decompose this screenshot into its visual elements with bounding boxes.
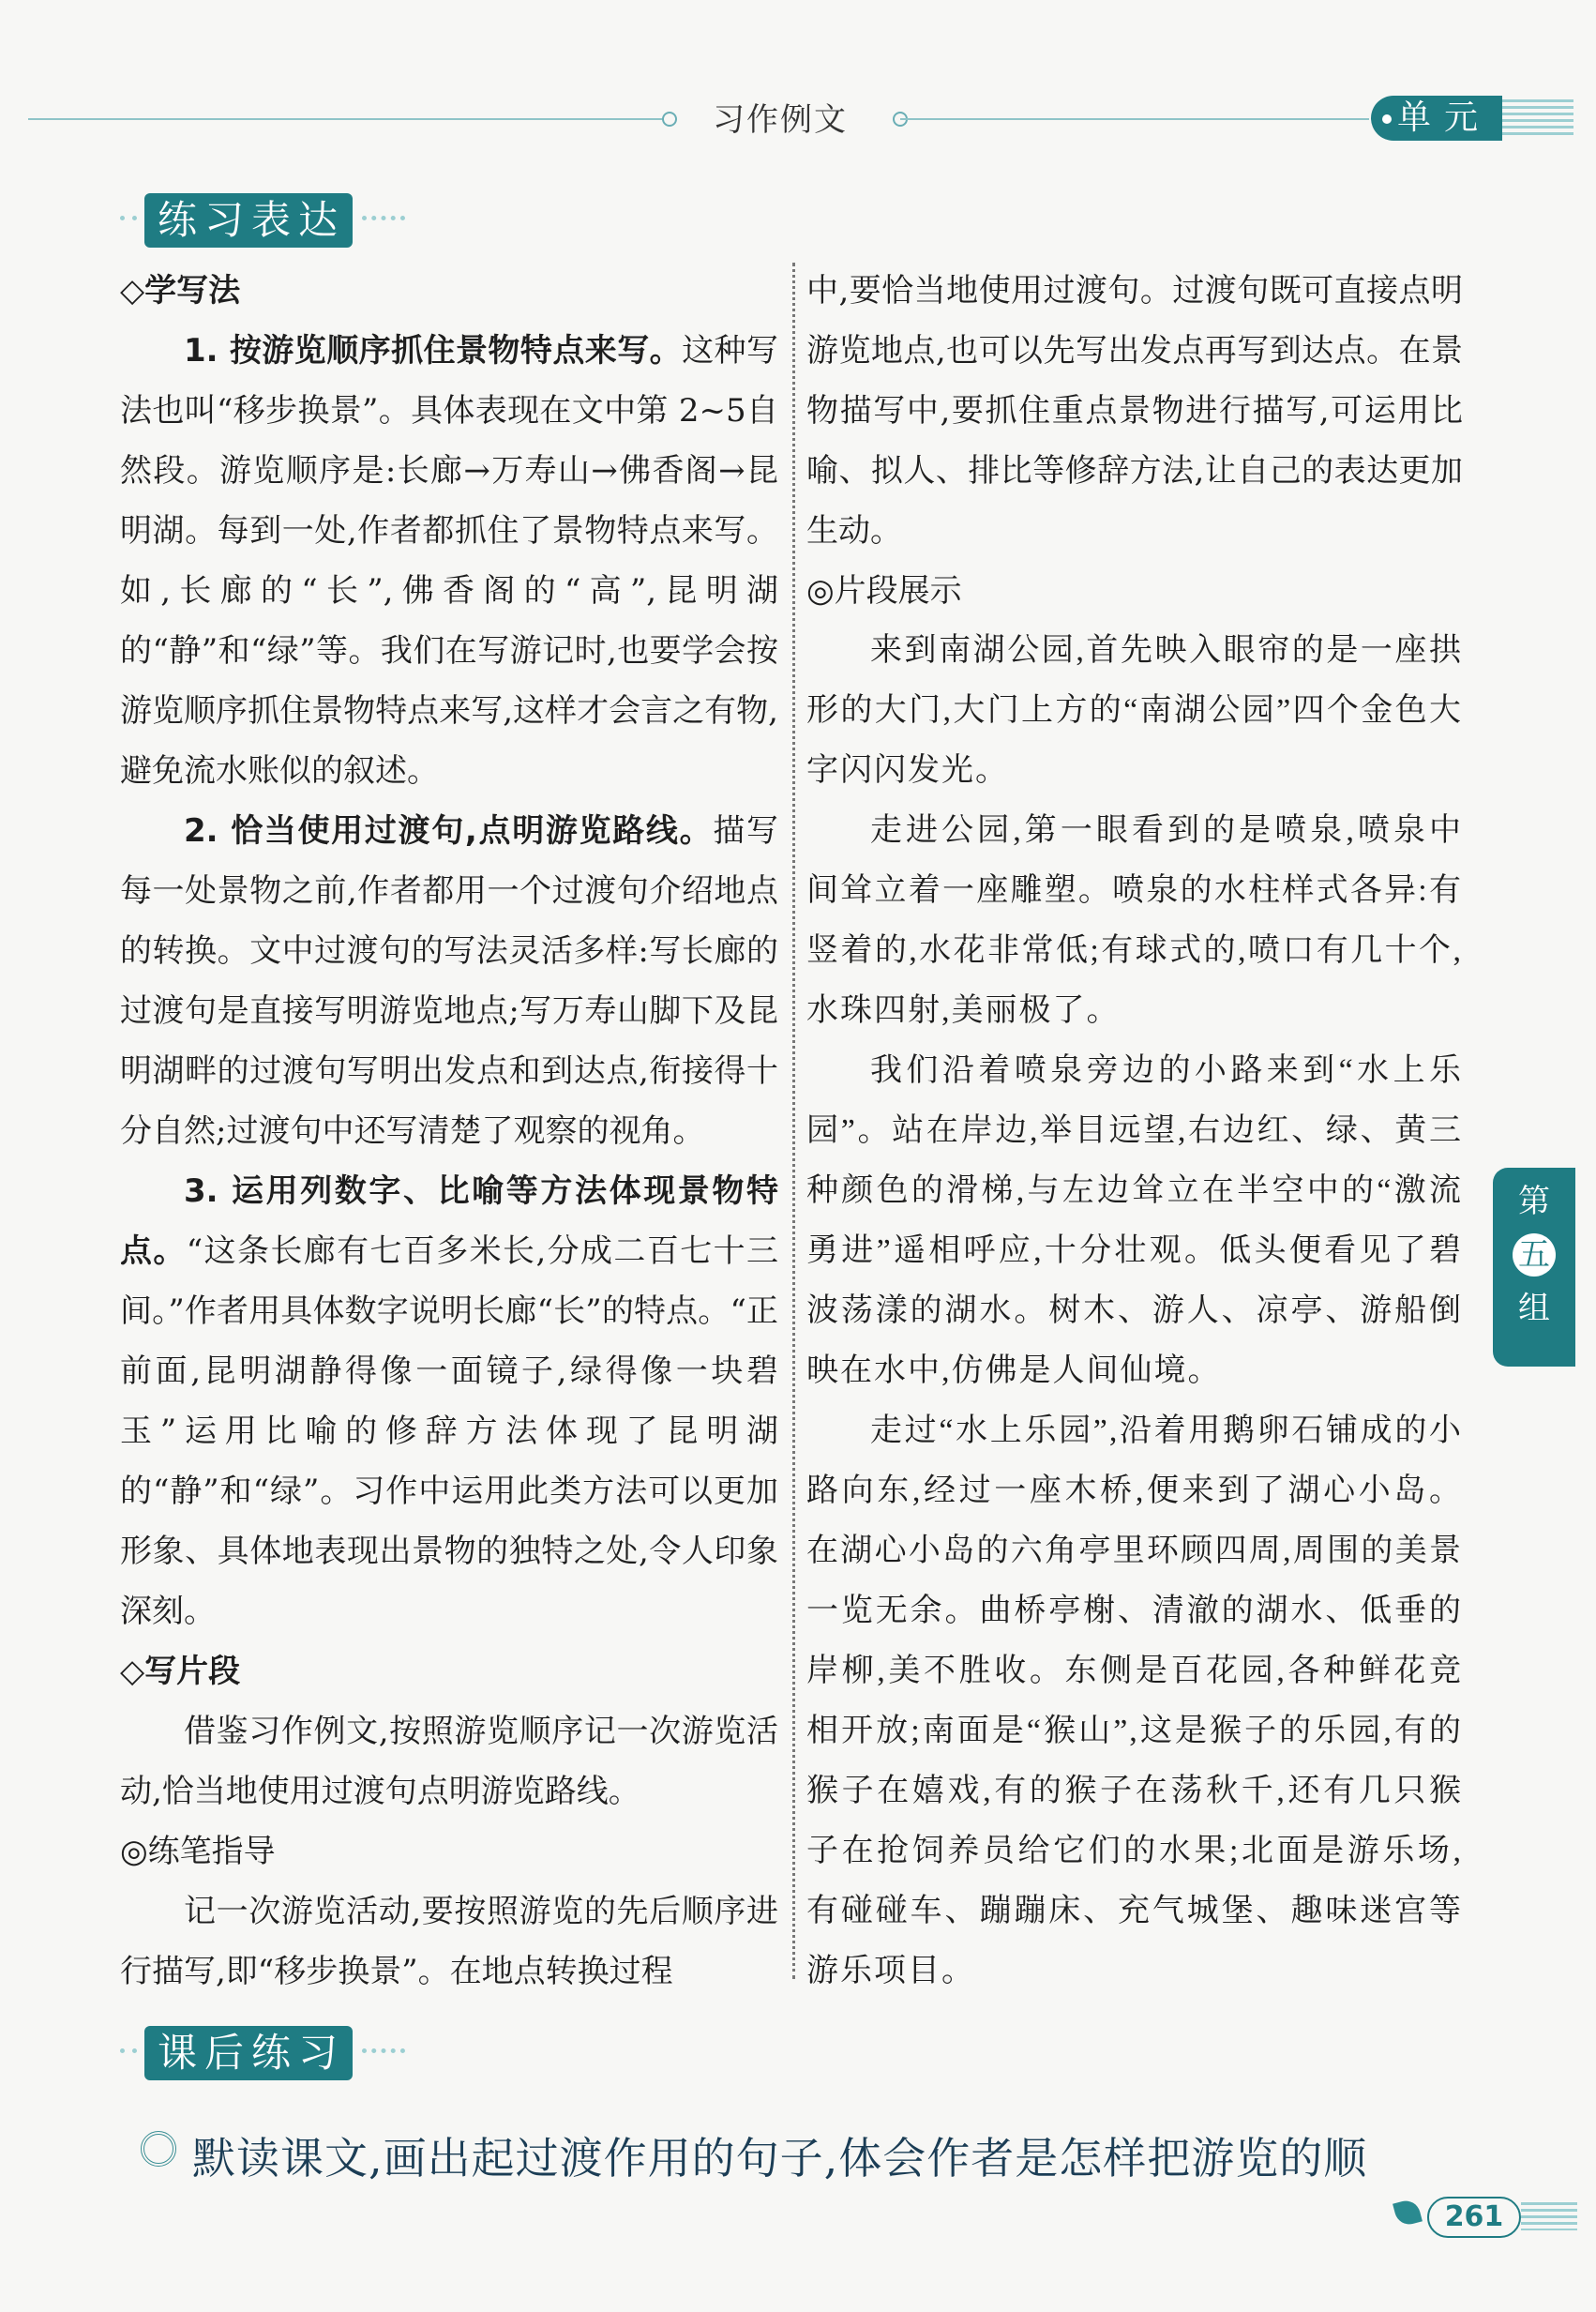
dots-decoration — [362, 2048, 405, 2059]
paragraph-3-text: “这条长廊有七百多米长,分成二百七十三间。”作者用具体数字说明长廊“长”的特点。“正前面,昆明湖静得像一面镜子,绿得像一块碧玉”运用比喻的修辞方法体现了昆明湖的“静”和“绿”。习作中运用此类方法可以更加形象、具体地表现出景物的独特之处,令人印象深刻。 — [120, 1232, 778, 1630]
heading-learn-writing: ◇学写法 — [120, 272, 241, 310]
example-paragraph-1: 来到南湖公园,首先映入眼帘的是一座拱形的大门,大门上方的“南湖公园”四个金色大字闪闪发光。 — [806, 633, 1463, 788]
header-rule-left — [28, 118, 670, 120]
group-side-tab — [1493, 1168, 1575, 1367]
page-number-stripes — [1521, 2202, 1577, 2230]
heading-fragment-showcase: ◎片段展示 — [806, 572, 962, 610]
example-paragraph-2: 走进公园,第一眼看到的是喷泉,喷泉中间耸立着一座雕塑。喷泉的水柱样式各异:有竖着的,水花非常低;有球式的,喷口有几十个,水珠四射,美丽极了。 — [806, 813, 1463, 1028]
left-column — [120, 261, 778, 2002]
leaf-icon — [1393, 2198, 1423, 2228]
side-tab-bottom: 组 — [1518, 1290, 1550, 1327]
side-tab-top: 第 — [1518, 1183, 1550, 1220]
header-dot-left — [662, 112, 677, 127]
paragraph-1-lead: 1. 按游览顺序抓住景物特点来写。 — [184, 332, 683, 370]
paragraph-2-lead: 2. 恰当使用过渡句,点明游览路线。 — [184, 812, 714, 850]
side-tab-number: 五 — [1513, 1233, 1556, 1277]
exercise-bullet-icon — [141, 2131, 176, 2167]
homework-section-title: 课后练习 — [144, 2026, 353, 2080]
page-header-title: 习作例文 — [713, 101, 848, 139]
header-stripes — [1502, 99, 1573, 137]
paragraph-1 — [120, 321, 778, 801]
page-number: 261 — [1427, 2197, 1521, 2238]
dots-decoration — [120, 2048, 137, 2059]
right-column — [806, 261, 1463, 2002]
paragraph-3-lead: 3. 运用列数字、比喻等方法体现景物特点。 — [120, 1172, 778, 1270]
dots-decoration — [362, 216, 405, 226]
unit-tab — [1371, 96, 1502, 141]
unit-label: 单元 — [1396, 98, 1491, 137]
heading-write-fragment: ◇写片段 — [120, 1653, 241, 1690]
exercise-question: 默读课文,画出起过渡作用的句子,体会作者是怎样把游览的顺 — [192, 2133, 1368, 2184]
bullet-icon — [1382, 114, 1392, 124]
paragraph-1-text: 这种写法也叫“移步换景”。具体表现在文中第 2~5自然段。游览顺序是:长廊→万寿山→佛香阁→昆明湖。每到一处,作者都抓住了景物特点来写。如,长廊的“长”,佛香阁的“高”,昆明湖的“静”和“绿”等。我们在写游记时,也要学会按游览顺序抓住景物特点来写,这样才会言之有物,避免流水账似的叙述。 — [120, 332, 779, 790]
practice-section-title: 练习表达 — [144, 193, 353, 248]
dots-decoration — [120, 216, 137, 226]
example-paragraph-4: 走过“水上乐园”,沿着用鹅卵石铺成的小路向东,经过一座木桥,便来到了湖心小岛。在湖心小岛的六角亭里环顾四周,周围的美景一览无余。曲桥亭榭、清澈的湖水、低垂的岸柳,美不胜收。东侧是百花园,各种鲜花竞相开放;南面是“猴山”,这是猴子的乐园,有的猴子在嬉戏,有的猴子在荡秋千,还有几只猴子在抢饲养员给它们的水果;北面是游乐场,有碰碰车、蹦蹦床、充气城堡、趣味迷宫等游乐项目。 — [806, 1413, 1463, 1988]
paragraph-5: 记一次游览活动,要按照游览的先后顺序进行描写,即“移步换景”。在地点转换过程 — [120, 1893, 778, 1990]
header-rule-right — [900, 118, 1369, 120]
practice-section-badge — [120, 193, 405, 248]
example-paragraph-3: 我们沿着喷泉旁边的小路来到“水上乐园”。站在岸边,举目远望,右边红、绿、黄三种颜色的滑梯,与左边耸立在半空中的“激流勇进”遥相呼应,十分壮观。低头便看见了碧波荡漾的湖水。树木、游人、凉亭、游船倒映在水中,仿佛是人间仙境。 — [806, 1053, 1463, 1388]
homework-section-badge — [120, 2026, 405, 2080]
paragraph-2-text: 描写每一处景物之前,作者都用一个过渡句介绍地点的转换。文中过渡句的写法灵活多样:写长廊的过渡句是直接写明游览地点;写万寿山脚下及昆明湖畔的过渡句写明出发点和到达点,衔接得十分自然;过渡句中还写清楚了观察的视角。 — [120, 812, 778, 1150]
column-divider — [792, 263, 795, 1979]
paragraph-3 — [120, 1161, 778, 1641]
paragraph-5-continued: 中,要恰当地使用过渡句。过渡句既可直接点明游览地点,也可以先写出发点再写到达点。在景物描写中,要抓住重点景物进行描写,可运用比喻、拟人、排比等修辞方法,让自己的表达更加生动。 — [806, 272, 1463, 550]
paragraph-2 — [120, 801, 778, 1161]
heading-guidance: ◎练笔指导 — [120, 1833, 276, 1870]
paragraph-4: 借鉴习作例文,按照游览顺序记一次游览活动,恰当地使用过渡句点明游览路线。 — [120, 1713, 778, 1810]
